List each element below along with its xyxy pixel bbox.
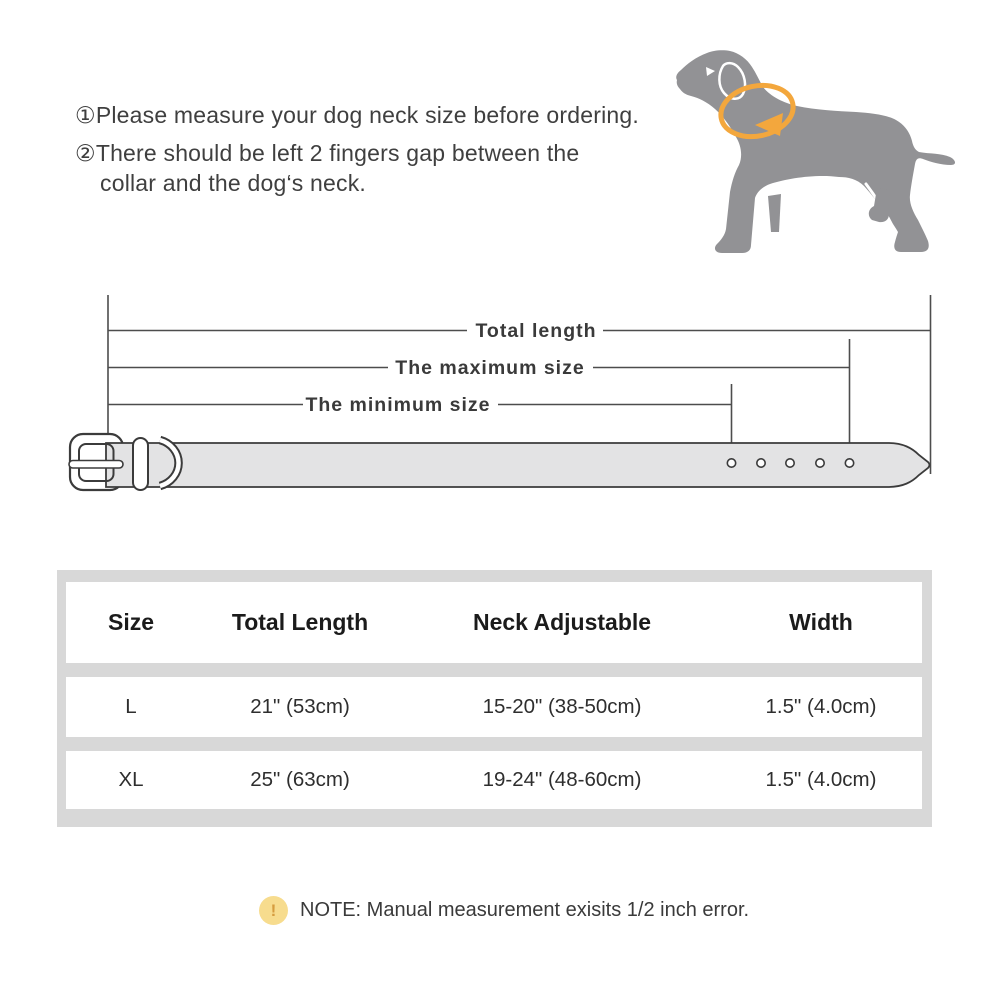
cell-size: XL — [118, 768, 144, 791]
table-row — [66, 677, 922, 737]
cell-total-length: 21" (53cm) — [250, 695, 350, 718]
cell-neck-adjustable: 15-20" (38-50cm) — [482, 695, 642, 718]
header-neck-adjustable: Neck Adjustable — [472, 609, 652, 635]
header-width: Width — [789, 609, 853, 635]
note-text: NOTE: Manual measurement exisits 1/2 inch error. — [300, 899, 750, 921]
keeper-loop — [133, 438, 148, 490]
dog-body — [676, 50, 955, 253]
cell-neck-adjustable: 19-24" (48-60cm) — [482, 768, 642, 791]
collar-measurement-diagram — [0, 290, 1000, 525]
size-table-header-row — [66, 582, 922, 663]
buckle-prong — [69, 461, 123, 469]
cell-width: 1.5" (4.0cm) — [765, 768, 877, 791]
cell-size: L — [125, 695, 137, 718]
header-total-length: Total Length — [231, 609, 369, 635]
exclamation-icon: ! — [259, 896, 288, 925]
table-row — [66, 751, 922, 809]
max-size-label: The maximum size — [395, 357, 585, 379]
instruction-line-2: ②There should be left 2 fingers gap between the — [75, 140, 580, 166]
instruction-line-1: ①Please measure your dog neck size before ordering. — [75, 102, 639, 128]
min-size-label: The minimum size — [305, 394, 491, 416]
cell-width: 1.5" (4.0cm) — [765, 695, 877, 718]
size-table — [57, 570, 932, 827]
header-size: Size — [107, 609, 155, 635]
collar-strap — [106, 443, 930, 487]
cell-total-length: 25" (63cm) — [250, 768, 350, 791]
dog-silhouette-illustration — [660, 40, 975, 275]
total-length-label: Total length — [475, 320, 597, 342]
dog-far-front-leg — [768, 194, 781, 232]
instruction-line-3: collar and the dog‘s neck. — [100, 170, 367, 196]
